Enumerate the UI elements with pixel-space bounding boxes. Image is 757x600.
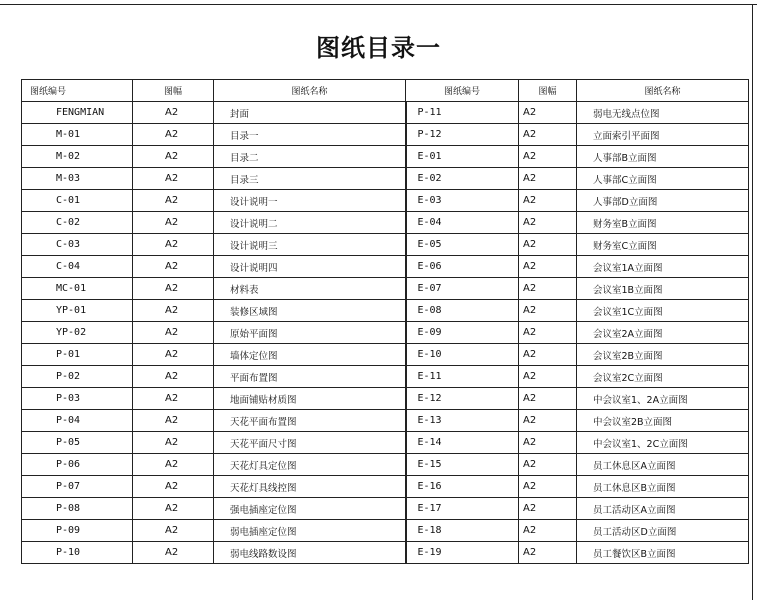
sheet-size-cell: A2: [133, 366, 214, 388]
sheet-size-cell: A2: [133, 520, 214, 542]
table-row: [22, 542, 749, 564]
drawing-name-cell: 目录一: [214, 124, 406, 146]
drawing-number-cell: P-07: [22, 476, 133, 498]
drawing-name-cell: 人事部C立面图: [577, 168, 749, 190]
drawing-name-cell: 材料表: [214, 278, 406, 300]
drawing-number-cell: C-03: [22, 234, 133, 256]
sheet-size-cell: A2: [519, 278, 577, 300]
drawing-number-cell: E-15: [406, 454, 519, 476]
drawing-name-cell: 立面索引平面图: [577, 124, 749, 146]
page-title: 图纸目录一: [316, 33, 441, 62]
drawing-number-cell: M-03: [22, 168, 133, 190]
drawing-number-cell: E-06: [406, 256, 519, 278]
table-row: [22, 124, 749, 146]
drawing-number-cell: C-02: [22, 212, 133, 234]
drawing-name-cell: 墙体定位图: [214, 344, 406, 366]
header-drawing-number: 图纸编号: [22, 80, 133, 102]
drawing-frame-right-border: [752, 4, 753, 600]
drawing-name-cell: 强电插座定位图: [214, 498, 406, 520]
drawing-name-cell: 装修区域图: [214, 300, 406, 322]
drawing-name-cell: 弱电无线点位图: [577, 102, 749, 124]
table-row: [22, 366, 749, 388]
drawing-number-cell: P-01: [22, 344, 133, 366]
sheet-size-cell: A2: [133, 190, 214, 212]
table-row: [22, 454, 749, 476]
sheet-size-cell: A2: [133, 454, 214, 476]
table-row: [22, 344, 749, 366]
drawing-number-cell: YP-02: [22, 322, 133, 344]
sheet-size-cell: A2: [519, 102, 577, 124]
drawing-number-cell: E-14: [406, 432, 519, 454]
drawing-name-cell: 弱电线路数设图: [214, 542, 406, 564]
sheet-size-cell: A2: [133, 344, 214, 366]
drawing-number-cell: E-19: [406, 542, 519, 564]
sheet-size-cell: A2: [133, 432, 214, 454]
sheet-size-cell: A2: [519, 432, 577, 454]
drawing-number-cell: E-10: [406, 344, 519, 366]
drawing-number-cell: E-09: [406, 322, 519, 344]
drawing-name-cell: 员工休息区A立面图: [577, 454, 749, 476]
drawing-name-cell: 财务室B立面图: [577, 212, 749, 234]
sheet-size-cell: A2: [519, 146, 577, 168]
drawing-number-cell: P-05: [22, 432, 133, 454]
drawing-number-cell: E-07: [406, 278, 519, 300]
sheet-size-cell: A2: [519, 498, 577, 520]
drawing-name-cell: 会议室2A立面图: [577, 322, 749, 344]
drawing-number-cell: E-12: [406, 388, 519, 410]
drawing-number-cell: P-09: [22, 520, 133, 542]
drawing-number-cell: E-18: [406, 520, 519, 542]
sheet-size-cell: A2: [133, 300, 214, 322]
table-row: [22, 278, 749, 300]
drawing-number-cell: E-11: [406, 366, 519, 388]
sheet-size-cell: A2: [133, 542, 214, 564]
table-row: [22, 388, 749, 410]
drawing-number-cell: P-12: [406, 124, 519, 146]
sheet-size-cell: A2: [133, 212, 214, 234]
header-drawing-name-2: 图纸名称: [577, 80, 749, 102]
drawing-number-cell: E-17: [406, 498, 519, 520]
header-sheet-size-2: 图幅: [519, 80, 577, 102]
drawing-name-cell: 目录三: [214, 168, 406, 190]
table-header-row: [22, 80, 749, 102]
drawing-name-cell: 天花灯具线控图: [214, 476, 406, 498]
drawing-number-cell: P-06: [22, 454, 133, 476]
header-drawing-name: 图纸名称: [214, 80, 406, 102]
drawing-number-cell: MC-01: [22, 278, 133, 300]
drawing-name-cell: 中会议室1、2C立面图: [577, 432, 749, 454]
drawing-number-cell: E-02: [406, 168, 519, 190]
header-sheet-size: 图幅: [133, 80, 214, 102]
drawing-name-cell: 会议室1C立面图: [577, 300, 749, 322]
sheet-size-cell: A2: [519, 520, 577, 542]
drawing-number-cell: M-02: [22, 146, 133, 168]
sheet-size-cell: A2: [133, 146, 214, 168]
drawing-number-cell: E-08: [406, 300, 519, 322]
sheet-size-cell: A2: [133, 410, 214, 432]
table-row: [22, 410, 749, 432]
drawing-name-cell: 原始平面图: [214, 322, 406, 344]
sheet-size-cell: A2: [519, 256, 577, 278]
sheet-size-cell: A2: [133, 102, 214, 124]
sheet-size-cell: A2: [133, 322, 214, 344]
drawing-number-cell: P-10: [22, 542, 133, 564]
sheet-size-cell: A2: [133, 168, 214, 190]
table-row: [22, 322, 749, 344]
sheet-size-cell: A2: [519, 454, 577, 476]
drawing-number-cell: P-11: [406, 102, 519, 124]
drawing-name-cell: 人事部B立面图: [577, 146, 749, 168]
drawing-name-cell: 目录二: [214, 146, 406, 168]
sheet-size-cell: A2: [133, 498, 214, 520]
sheet-size-cell: A2: [133, 476, 214, 498]
drawing-name-cell: 会议室1A立面图: [577, 256, 749, 278]
drawing-name-cell: 员工活动区A立面图: [577, 498, 749, 520]
drawing-name-cell: 设计说明三: [214, 234, 406, 256]
sheet-size-cell: A2: [519, 344, 577, 366]
sheet-size-cell: A2: [519, 212, 577, 234]
drawing-name-cell: 弱电插座定位图: [214, 520, 406, 542]
drawing-number-cell: FENGMIAN: [22, 102, 133, 124]
sheet-size-cell: A2: [519, 542, 577, 564]
sheet-size-cell: A2: [133, 278, 214, 300]
table-row: [22, 146, 749, 168]
table-row: [22, 234, 749, 256]
sheet-size-cell: A2: [519, 476, 577, 498]
drawing-name-cell: 中会议室2B立面图: [577, 410, 749, 432]
table-row: [22, 432, 749, 454]
table-row: [22, 476, 749, 498]
drawing-name-cell: 员工活动区D立面图: [577, 520, 749, 542]
sheet-size-cell: A2: [519, 366, 577, 388]
sheet-size-cell: A2: [519, 168, 577, 190]
drawing-number-cell: E-16: [406, 476, 519, 498]
drawing-name-cell: 地面铺贴材质图: [214, 388, 406, 410]
sheet-size-cell: A2: [133, 234, 214, 256]
drawing-name-cell: 人事部D立面图: [577, 190, 749, 212]
sheet-size-cell: A2: [519, 388, 577, 410]
drawing-number-cell: E-01: [406, 146, 519, 168]
drawing-number-cell: C-01: [22, 190, 133, 212]
drawing-name-cell: 天花平面布置图: [214, 410, 406, 432]
drawing-number-cell: E-03: [406, 190, 519, 212]
sheet-size-cell: A2: [133, 388, 214, 410]
drawing-name-cell: 封面: [214, 102, 406, 124]
drawing-name-cell: 设计说明四: [214, 256, 406, 278]
drawing-catalog-table: [21, 79, 749, 564]
drawing-name-cell: 天花平面尺寸图: [214, 432, 406, 454]
drawing-number-cell: E-05: [406, 234, 519, 256]
table-row: [22, 212, 749, 234]
drawing-name-cell: 设计说明二: [214, 212, 406, 234]
drawing-number-cell: YP-01: [22, 300, 133, 322]
drawing-number-cell: P-02: [22, 366, 133, 388]
drawing-number-cell: P-03: [22, 388, 133, 410]
drawing-number-cell: E-04: [406, 212, 519, 234]
drawing-name-cell: 会议室1B立面图: [577, 278, 749, 300]
drawing-number-cell: P-08: [22, 498, 133, 520]
drawing-number-cell: C-04: [22, 256, 133, 278]
sheet-size-cell: A2: [133, 124, 214, 146]
sheet-size-cell: A2: [519, 300, 577, 322]
drawing-name-cell: 中会议室1、2A立面图: [577, 388, 749, 410]
drawing-number-cell: P-04: [22, 410, 133, 432]
table-row: [22, 520, 749, 542]
sheet-size-cell: A2: [519, 124, 577, 146]
drawing-name-cell: 员工休息区B立面图: [577, 476, 749, 498]
header-drawing-number-2: 图纸编号: [406, 80, 519, 102]
table-row: [22, 300, 749, 322]
drawing-frame-top-border: [0, 4, 757, 5]
drawing-number-cell: M-01: [22, 124, 133, 146]
drawing-number-cell: E-13: [406, 410, 519, 432]
drawing-name-cell: 会议室2C立面图: [577, 366, 749, 388]
sheet-size-cell: A2: [519, 190, 577, 212]
drawing-name-cell: 设计说明一: [214, 190, 406, 212]
sheet-size-cell: A2: [519, 234, 577, 256]
drawing-name-cell: 平面布置图: [214, 366, 406, 388]
sheet-size-cell: A2: [133, 256, 214, 278]
table-row: [22, 168, 749, 190]
drawing-name-cell: 天花灯具定位图: [214, 454, 406, 476]
drawing-name-cell: 财务室C立面图: [577, 234, 749, 256]
drawing-name-cell: 员工餐饮区B立面图: [577, 542, 749, 564]
sheet-size-cell: A2: [519, 322, 577, 344]
table-row: [22, 256, 749, 278]
sheet-size-cell: A2: [519, 410, 577, 432]
table-row: [22, 190, 749, 212]
table-row: [22, 102, 749, 124]
table-row: [22, 498, 749, 520]
drawing-name-cell: 会议室2B立面图: [577, 344, 749, 366]
